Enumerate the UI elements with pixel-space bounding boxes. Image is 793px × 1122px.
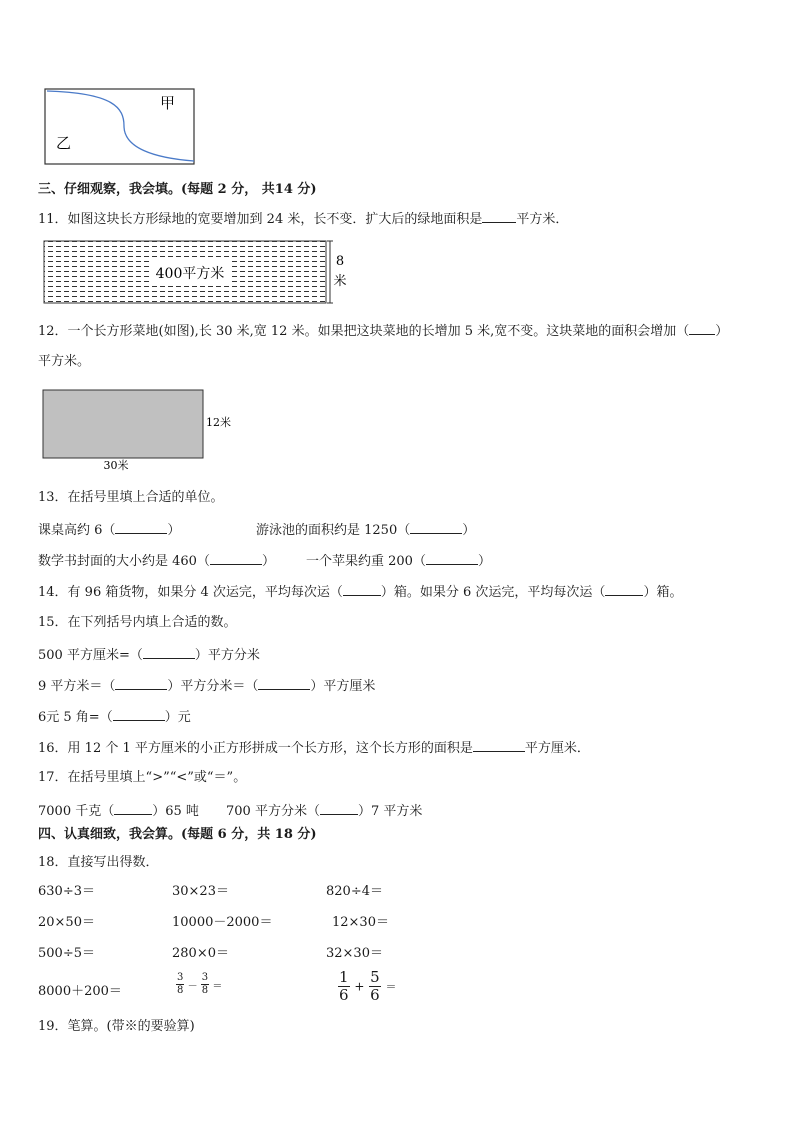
q18-r4-c1: 8000＋200＝ xyxy=(38,984,122,999)
q15-blank-3[interactable] xyxy=(258,677,310,690)
q13-b xyxy=(256,521,475,539)
q17-a2: ）65 吨 xyxy=(152,804,199,819)
q18-r1-c2: 30×23＝ xyxy=(172,884,229,899)
frac-num: 3 xyxy=(201,972,209,983)
q13-a-blank[interactable] xyxy=(115,521,167,534)
q11-text-b: 平方米． xyxy=(516,212,569,227)
frac-den: 8 xyxy=(177,985,184,996)
q17-b xyxy=(226,802,422,820)
q18-fraction-expr-1 xyxy=(176,973,222,996)
q18-r2-c1: 20×50＝ xyxy=(38,915,95,930)
q17-title: 17．在括号里填上“>”“<”或“＝”。 xyxy=(38,770,247,785)
q14-blank-2[interactable] xyxy=(605,583,643,596)
q14 xyxy=(38,583,682,601)
q15-l2c: ）平方厘米 xyxy=(310,679,376,694)
q12-line1-text: 12．一个长方形菜地(如图),长 30 米,宽 12 米。如果把这块菜地的长增加 5 米,宽不变。这块菜地的面积会增加（ xyxy=(38,324,690,339)
q18-r1-c3: 820÷4＝ xyxy=(326,884,383,899)
q17-a1: 7000 千克（ xyxy=(38,804,115,819)
q14-b: ）箱。如果分 6 次运完，平均每次运（ xyxy=(380,585,606,600)
q19-title: 19．笔算。(带※的要验算) xyxy=(38,1019,195,1034)
q13-a-text: 课桌高约 6（ xyxy=(38,523,116,538)
q15-l3b: ）元 xyxy=(164,710,191,725)
q16 xyxy=(38,739,590,757)
q12-width-label: 12米 xyxy=(206,416,231,429)
frac-num: 3 xyxy=(177,972,184,983)
q17-b2: ）7 平方米 xyxy=(357,804,423,819)
q18-r3-c1: 500÷5＝ xyxy=(38,946,95,961)
q18-r1-c1: 630÷3＝ xyxy=(38,884,95,899)
q11-side-1: 8 xyxy=(335,254,345,269)
minus-sign: － xyxy=(187,981,198,992)
q18-title: 18．直接写出得数． xyxy=(38,855,159,870)
label-jia: 甲 xyxy=(160,94,176,112)
equals-sign: ＝ xyxy=(212,981,223,992)
q16-b: 平方厘米． xyxy=(524,741,590,756)
q17-blank-1[interactable] xyxy=(114,802,152,815)
q13-d xyxy=(306,552,491,570)
q15-title: 15．在下列括号内填上合适的数。 xyxy=(38,615,237,630)
q13-c-blank[interactable] xyxy=(210,552,262,565)
label-yi: 乙 xyxy=(56,134,72,152)
q15-l2a: 9 平方米＝（ xyxy=(38,679,116,694)
q14-blank-1[interactable] xyxy=(343,583,381,596)
q15-blank-2[interactable] xyxy=(115,677,167,690)
q15-blank-1[interactable] xyxy=(143,646,195,659)
q17-blank-2[interactable] xyxy=(320,802,358,815)
section3-heading: 三、仔细观察，我会填。(每题 2 分， 共14 分) xyxy=(38,182,317,197)
q12-line1 xyxy=(38,322,728,340)
q14-a: 14．有 96 箱货物，如果分 4 次运完，平均每次运（ xyxy=(38,585,343,600)
frac-den: 8 xyxy=(201,985,209,996)
q13-a xyxy=(38,521,180,539)
q12-rect xyxy=(43,390,203,458)
q15-blank-4[interactable] xyxy=(113,708,165,721)
q13-c xyxy=(38,552,275,570)
q15-line2 xyxy=(38,677,375,695)
fraction-3-8-a xyxy=(176,973,184,996)
q12-line1-end: ） xyxy=(715,324,729,339)
q17-b1: 700 平方分米（ xyxy=(226,804,320,819)
q13-b-close: ） xyxy=(462,523,476,538)
frac-num: 1 xyxy=(339,968,349,986)
plus-sign: + xyxy=(354,979,365,994)
q15-line3 xyxy=(38,708,191,726)
q12-figure xyxy=(40,388,240,472)
frac-den: 6 xyxy=(339,986,349,1004)
q13-c-text: 数学书封面的大小约是 460（ xyxy=(38,554,210,569)
q15-line1 xyxy=(38,646,260,664)
q17-a xyxy=(38,802,199,820)
q13-b-text: 游泳池的面积约是 1250（ xyxy=(256,523,411,538)
q13-d-text: 一个苹果约重 200（ xyxy=(306,554,426,569)
q18-r2-c2: 10000－2000＝ xyxy=(172,915,273,930)
river-figure xyxy=(44,88,196,166)
q16-blank[interactable] xyxy=(473,739,525,752)
q12-line2: 平方米。 xyxy=(38,354,91,369)
frac-num: 5 xyxy=(370,968,380,986)
q12-answer-blank[interactable] xyxy=(689,322,715,335)
fraction-1-6 xyxy=(338,970,350,1003)
q13-c-close: ） xyxy=(261,554,275,569)
q11-answer-blank[interactable] xyxy=(482,210,516,223)
q13-a-close: ） xyxy=(167,523,181,538)
q11-text-a: 11．如图这块长方形绿地的宽要增加到 24 米，长不变．扩大后的绿地面积是 xyxy=(38,212,483,227)
q12-length-label: 30米 xyxy=(103,459,129,472)
frac-den: 6 xyxy=(370,986,380,1004)
q15-l2b: ）平方分米＝（ xyxy=(167,679,259,694)
q11-text xyxy=(38,210,568,228)
q18-r3-c2: 280×0＝ xyxy=(172,946,229,961)
fraction-5-6 xyxy=(369,970,381,1003)
q11-side-2: 米 xyxy=(333,274,347,289)
fraction-3-8-b xyxy=(201,973,209,996)
q11-area-label: 400平方米 xyxy=(155,266,225,282)
q15-l1b: ）平方分米 xyxy=(194,648,260,663)
equals-sign: ＝ xyxy=(385,980,397,994)
section4-heading: 四、认真细致，我会算。(每题 6 分，共 18 分) xyxy=(38,827,317,842)
q13-d-close: ） xyxy=(477,554,491,569)
q18-r3-c3: 32×30＝ xyxy=(326,946,383,961)
q18-r2-c3: 12×30＝ xyxy=(332,915,389,930)
q14-c: ）箱。 xyxy=(643,585,683,600)
q11-figure xyxy=(40,239,350,307)
q15-l3a: 6元 5 角=（ xyxy=(38,710,113,725)
q16-a: 16．用 12 个 1 平方厘米的小正方形拼成一个长方形，这个长方形的面积是 xyxy=(38,741,473,756)
q13-title: 13．在括号里填上合适的单位。 xyxy=(38,490,224,505)
q13-b-blank[interactable] xyxy=(410,521,462,534)
q13-d-blank[interactable] xyxy=(426,552,478,565)
q15-l1a: 500 平方厘米=（ xyxy=(38,648,143,663)
q18-fraction-expr-2 xyxy=(338,970,397,1003)
